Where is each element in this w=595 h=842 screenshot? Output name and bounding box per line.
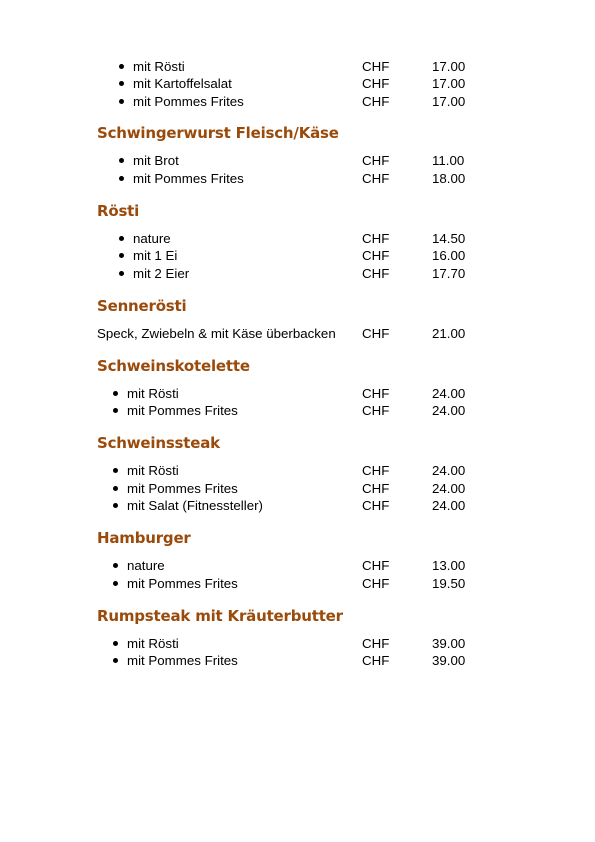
menu-item [0,325,595,342]
item-currency: CHF [362,463,390,478]
item-label: mit Pommes Frites [133,94,244,109]
item-label: mit Kartoffelsalat [133,76,232,91]
bullet [113,563,118,568]
item-label: mit 2 Eier [133,266,190,281]
item-price: 39.00 [432,636,466,651]
menu-item [0,93,595,110]
bullet [119,99,124,104]
item-currency: CHF [362,231,390,246]
item-price: 13.00 [432,558,466,573]
item-label: mit Pommes Frites [127,653,238,668]
item-price: 21.00 [432,326,466,341]
item-label: mit Pommes Frites [127,481,238,496]
item-currency: CHF [362,386,390,401]
item-currency: CHF [362,248,390,263]
menu-item [0,557,595,574]
item-price: 19.50 [432,576,466,591]
item-price: 24.00 [432,481,466,496]
item-currency: CHF [362,266,390,281]
bullet [119,158,124,163]
item-price: 39.00 [432,653,466,668]
item-label: nature [127,558,165,573]
menu-item [0,652,595,669]
menu-item [0,385,595,402]
item-price: 17.00 [432,59,466,74]
menu-item [0,635,595,652]
bullet [119,176,124,181]
bullet [113,503,118,508]
item-price: 16.00 [432,248,466,263]
menu-item [0,575,595,592]
bullet [119,81,124,86]
menu-item [0,402,595,419]
section-heading: Sennerösti [97,297,187,315]
section-heading: Schweinssteak [97,434,220,452]
item-price: 11.00 [432,153,465,168]
item-currency: CHF [362,59,390,74]
item-currency: CHF [362,326,390,341]
item-price: 24.00 [432,386,466,401]
menu-item [0,58,595,75]
section-heading: Hamburger [97,529,191,547]
bullet [113,641,118,646]
bullet [113,391,118,396]
item-label: nature [133,231,171,246]
item-currency: CHF [362,481,390,496]
item-currency: CHF [362,576,390,591]
menu-item [0,152,595,169]
item-price: 24.00 [432,403,466,418]
item-label: mit Pommes Frites [127,403,238,418]
bullet [119,64,124,69]
menu-item [0,230,595,247]
section-heading: Rumpsteak mit Kräuterbutter [97,607,343,625]
item-currency: CHF [362,653,390,668]
item-currency: CHF [362,498,390,513]
item-label: mit Rösti [127,386,179,401]
menu-item [0,75,595,92]
bullet [113,486,118,491]
bullet [119,271,124,276]
menu-item [0,247,595,264]
item-label: mit Salat (Fitnessteller) [127,498,263,513]
bullet [113,581,118,586]
item-label: mit Rösti [127,636,179,651]
item-price: 17.00 [432,94,466,109]
item-price: 17.00 [432,76,466,91]
menu-item [0,170,595,187]
item-currency: CHF [362,76,390,91]
item-currency: CHF [362,153,390,168]
item-price: 14.50 [432,231,466,246]
menu-item [0,265,595,282]
item-price: 18.00 [432,171,466,186]
bullet [119,236,124,241]
item-label: mit Pommes Frites [133,171,244,186]
bullet [119,253,124,258]
item-label: mit Pommes Frites [127,576,238,591]
menu-item [0,497,595,514]
section-heading: Schweinskotelette [97,357,250,375]
item-currency: CHF [362,171,390,186]
bullet [113,468,118,473]
section-heading: Schwingerwurst Fleisch/Käse [97,124,339,142]
item-label: mit 1 Ei [133,248,178,263]
item-currency: CHF [362,558,390,573]
item-label: Speck, Zwiebeln & mit Käse überbacken [97,326,336,341]
item-currency: CHF [362,636,390,651]
item-price: 24.00 [432,463,466,478]
bullet [113,408,118,413]
item-label: mit Rösti [127,463,179,478]
menu-item [0,462,595,479]
item-price: 17.70 [432,266,466,281]
item-label: mit Rösti [133,59,185,74]
bullet [113,658,118,663]
item-label: mit Brot [133,153,179,168]
item-currency: CHF [362,403,390,418]
section-heading: Rösti [97,202,140,220]
item-price: 24.00 [432,498,466,513]
item-currency: CHF [362,94,390,109]
menu-item [0,480,595,497]
